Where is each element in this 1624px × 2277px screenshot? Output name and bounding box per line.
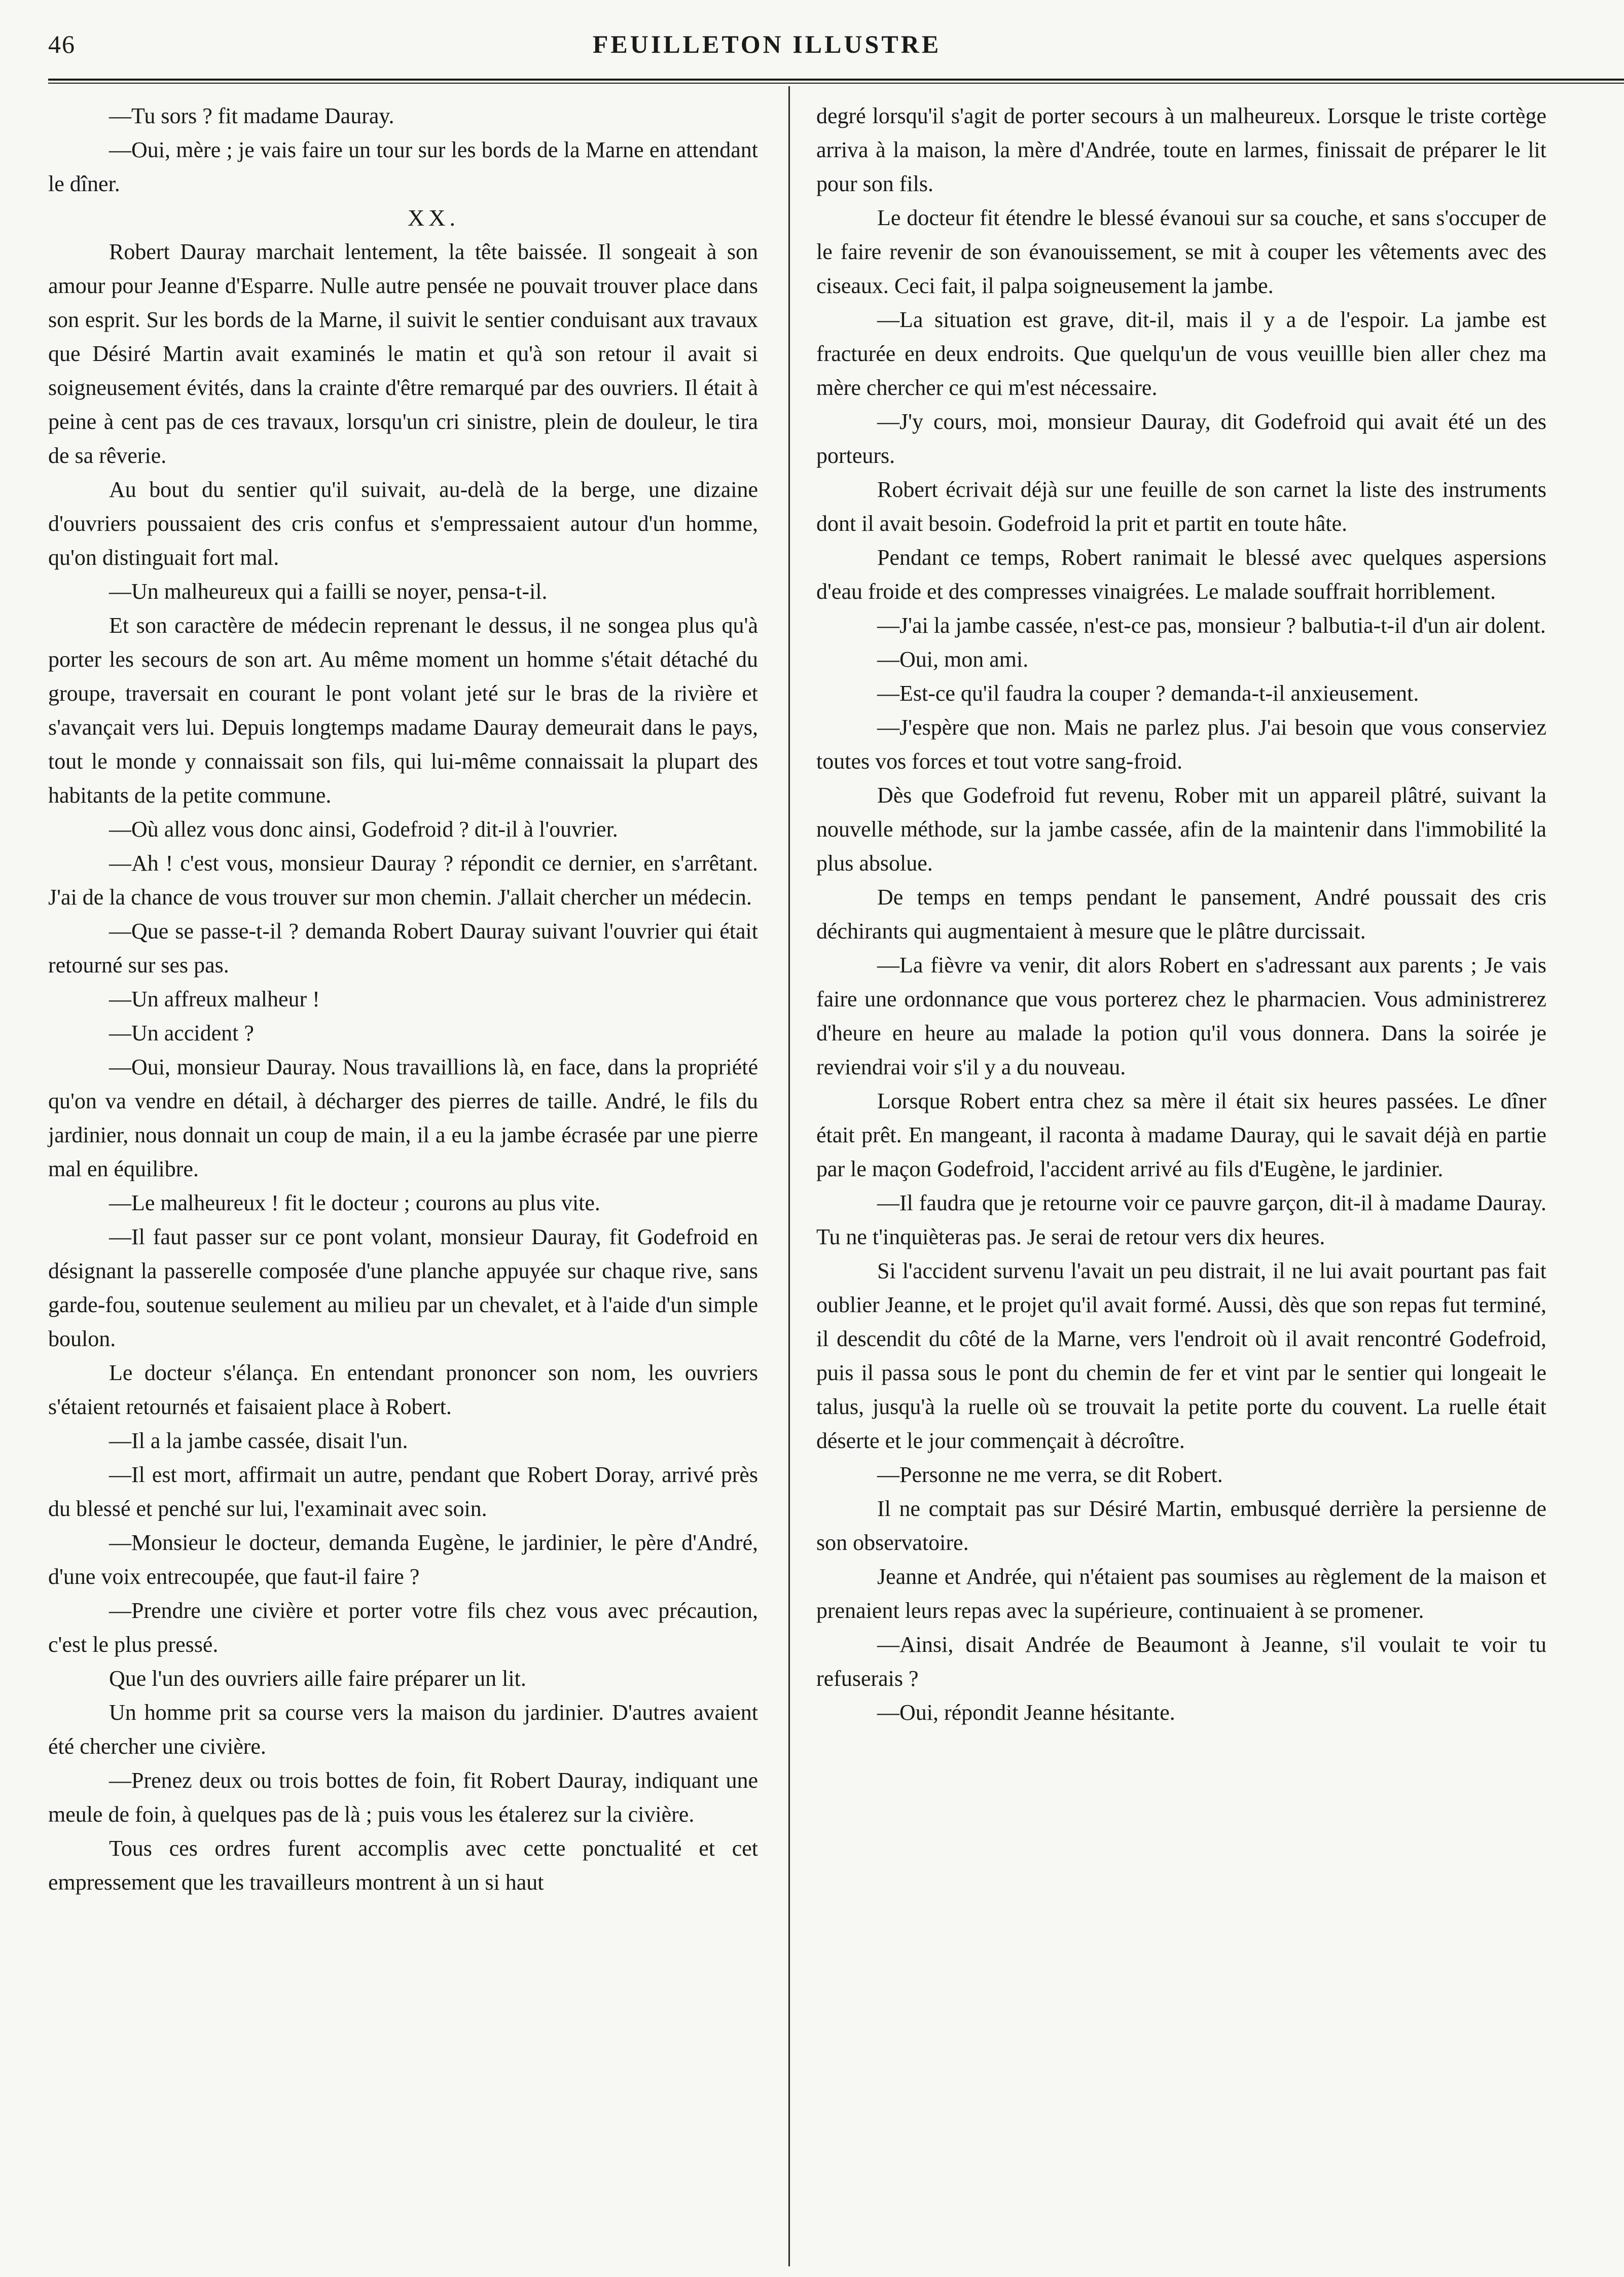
paragraph: Jeanne et Andrée, qui n'étaient pas soumises au règlement de la maison et prenaient leurs repas avec la supérieure, continuaient à se promener. — [816, 1564, 1546, 1623]
running-title: FEUILLETON ILLUSTRE — [592, 30, 942, 58]
paragraph: —J'y cours, moi, monsieur Dauray, dit Godefroid qui avait été un des porteurs. — [816, 409, 1546, 468]
paragraph: —Tu sors ? fit madame Dauray. — [109, 103, 394, 128]
paragraph: —Que se passe-t-il ? demanda Robert Dauray suivant l'ouvrier qui était retourné sur ses pas. — [48, 919, 758, 978]
right-column — [816, 99, 1546, 1729]
paragraph: —Oui, répondit Jeanne hésitante. — [877, 1700, 1175, 1725]
paragraph: Tous ces ordres furent accomplis avec cette ponctualité et cet empressement que les travailleurs montrent à un si haut — [48, 1836, 758, 1895]
chapter-heading: XX. — [408, 205, 459, 231]
paragraph: Dès que Godefroid fut revenu, Rober mit un appareil plâtré, suivant la nouvelle méthode, sur la jambe cassée, afin de la maintenir dans l'immobilité la plus absolue. — [816, 783, 1546, 876]
paragraph: —Un accident ? — [109, 1021, 254, 1045]
paragraph: —Il faudra que je retourne voir ce pauvre garçon, dit-il à madame Dauray. Tu ne t'inquièteras pas. Je serai de retour vers dix heures. — [816, 1190, 1546, 1249]
paragraph: Lorsque Robert entra chez sa mère il était six heures passées. Le dîner était prêt. En mangeant, il raconta à madame Dauray, qui le savait déjà en partie par le maçon Godefroid, l'accident arrivé au fils d'Eugène, le jardinier. — [816, 1089, 1546, 1181]
paragraph: —Il faut passer sur ce pont volant, monsieur Dauray, fit Godefroid en désignant la passerelle composée d'une planche appuyée sur chaque rive, sans garde-fou, soutenue seulement au milieu par un chevalet, et à l'aide d'un simple boulon. — [48, 1224, 758, 1351]
paragraph: —Monsieur le docteur, demanda Eugène, le jardinier, le père d'André, d'une voix entrecoupée, que faut-il faire ? — [48, 1530, 758, 1589]
paragraph: Et son caractère de médecin reprenant le dessus, il ne songea plus qu'à porter les secours de son art. Au même moment un homme s'était détaché du groupe, traversait en courant le pont volant jeté sur le bras de la rivière et s'avançait vers lui. Depuis longtemps madame Dauray demeurait dans le pays, tout le monde y connaissait son fils, qui lui-même connaissait la plupart des habitants de la petite commune. — [48, 613, 758, 808]
left-column — [48, 99, 758, 1899]
paragraph: —Oui, mère ; je vais faire un tour sur les bords de la Marne en attendant le dîner. — [48, 137, 758, 196]
paragraph: Robert Dauray marchait lentement, la tête baissée. Il songeait à son amour pour Jeanne d'Esparre. Nulle autre pensée ne pouvait trouver place dans son esprit. Sur les bords de la Marne, il suivit le sentier conduisant aux travaux que Désiré Martin avait examinés le matin et qu'à son retour il avait si soigneusement évités, dans la crainte d'être remarqué par des ouvriers. Il était à peine à cent pas de ces travaux, lorsqu'un cri sinistre, plein de douleur, le tira de sa rêverie. — [48, 239, 758, 468]
paragraph: Il ne comptait pas sur Désiré Martin, embusqué derrière la persienne de son observatoire. — [816, 1496, 1546, 1555]
page-header — [48, 25, 1486, 66]
column-divider — [788, 86, 790, 2266]
paragraph: —Il a la jambe cassée, disait l'un. — [109, 1428, 408, 1453]
paragraph: —Ah ! c'est vous, monsieur Dauray ? répondit ce dernier, en s'arrêtant. J'ai de la chance de vous trouver sur mon chemin. J'allait chercher un médecin. — [48, 851, 758, 910]
paragraph: —La situation est grave, dit-il, mais il y a de l'espoir. La jambe est fracturée en deux endroits. Que quelqu'un de vous veuillle bien aller chez ma mère chercher ce qui m'est nécessaire. — [816, 307, 1546, 400]
header-rule-thin — [48, 83, 1624, 84]
paragraph: —Prendre une civière et porter votre fils chez vous avec précaution, c'est le plus pressé. — [48, 1598, 758, 1657]
paragraph: De temps en temps pendant le pansement, André poussait des cris déchirants qui augmentaient à mesure que le plâtre durcissait. — [816, 885, 1546, 944]
paragraph: Robert écrivait déjà sur une feuille de son carnet la liste des instruments dont il avait besoin. Godefroid la prit et partit en toute hâte. — [816, 477, 1546, 536]
paragraph: —J'ai la jambe cassée, n'est-ce pas, monsieur ? balbutia-t-il d'un air dolent. — [877, 613, 1546, 638]
paragraph: —Prenez deux ou trois bottes de foin, fit Robert Dauray, indiquant une meule de foin, à quelques pas de là ; puis vous les étalerez sur la civière. — [48, 1768, 758, 1827]
paragraph: —Un affreux malheur ! — [109, 987, 320, 1011]
paragraph: —Oui, monsieur Dauray. Nous travaillions là, en face, dans la propriété qu'on va vendre en détail, à décharger des pierres de taille. André, le fils du jardinier, nous donnait un coup de main, il a eu la jambe écrasée par une pierre mal en équilibre. — [48, 1055, 758, 1181]
paragraph: Le docteur s'élança. En entendant prononcer son nom, les ouvriers s'étaient retournés et faisaient place à Robert. — [48, 1360, 758, 1419]
paragraph: —Où allez vous donc ainsi, Godefroid ? dit-il à l'ouvrier. — [109, 817, 618, 842]
paragraph: Que l'un des ouvriers aille faire préparer un lit. — [109, 1666, 526, 1691]
paragraph: Au bout du sentier qu'il suivait, au-delà de la berge, une dizaine d'ouvriers poussaient des cris confus et s'empressaient autour d'un homme, qu'on distinguait fort mal. — [48, 477, 758, 570]
paragraph: —J'espère que non. Mais ne parlez plus. J'ai besoin que vous conserviez toutes vos forces et tout votre sang-froid. — [816, 715, 1546, 774]
paragraph: —La fièvre va venir, dit alors Robert en s'adressant aux parents ; Je vais faire une ordonnance que vous porterez chez le pharmacien. Vous administrerez d'heure en heure au malade la potion qu'il vous donnera. Dans la soirée je reviendrai voir s'il y a du nouveau. — [816, 953, 1546, 1079]
paragraph: —Il est mort, affirmait un autre, pendant que Robert Doray, arrivé près du blessé et penché sur lui, l'examinait avec soin. — [48, 1462, 758, 1521]
paragraph: Pendant ce temps, Robert ranimait le blessé avec quelques aspersions d'eau froide et des compresses vinaigrées. Le malade souffrait horriblement. — [816, 545, 1546, 604]
paragraph: —Oui, mon ami. — [877, 647, 1029, 672]
paragraph: —Le malheureux ! fit le docteur ; courons au plus vite. — [109, 1190, 600, 1215]
paragraph: —Ainsi, disait Andrée de Beaumont à Jeanne, s'il voulait te voir tu refuserais ? — [816, 1632, 1546, 1691]
paragraph: Un homme prit sa course vers la maison du jardinier. D'autres avaient été chercher une civière. — [48, 1700, 758, 1759]
paragraph: degré lorsqu'il s'agit de porter secours à un malheureux. Lorsque le triste cortège arriva à la maison, la mère d'Andrée, toute en larmes, finissait de préparer le lit pour son fils. — [816, 103, 1546, 196]
paragraph: —Personne ne me verra, se dit Robert. — [877, 1462, 1223, 1487]
paragraph: —Est-ce qu'il faudra la couper ? demanda-t-il anxieusement. — [877, 681, 1419, 706]
paragraph: —Un malheureux qui a failli se noyer, pensa-t-il. — [109, 579, 548, 604]
paragraph: Le docteur fit étendre le blessé évanoui sur sa couche, et sans s'occuper de le faire revenir de son évanouissement, se mit à couper les vêtements avec des ciseaux. Ceci fait, il palpa soigneusement la jambe. — [816, 205, 1546, 298]
page-number: 46 — [48, 30, 76, 58]
paragraph: Si l'accident survenu l'avait un peu distrait, il ne lui avait pourtant pas fait oublier Jeanne, et le projet qu'il avait formé. Aussi, dès que son repas fut terminé, il descendit du côté de la Marne, vers l'endroit où il avait rencontré Godefroid, puis il passa sous le pont du chemin de fer et vint par le sentier qui longeait le talus, jusqu'à la ruelle où se trouvait la petite porte du couvent. La ruelle était déserte et le jour commençait à décroître. — [816, 1258, 1546, 1453]
header-rule — [48, 79, 1624, 81]
